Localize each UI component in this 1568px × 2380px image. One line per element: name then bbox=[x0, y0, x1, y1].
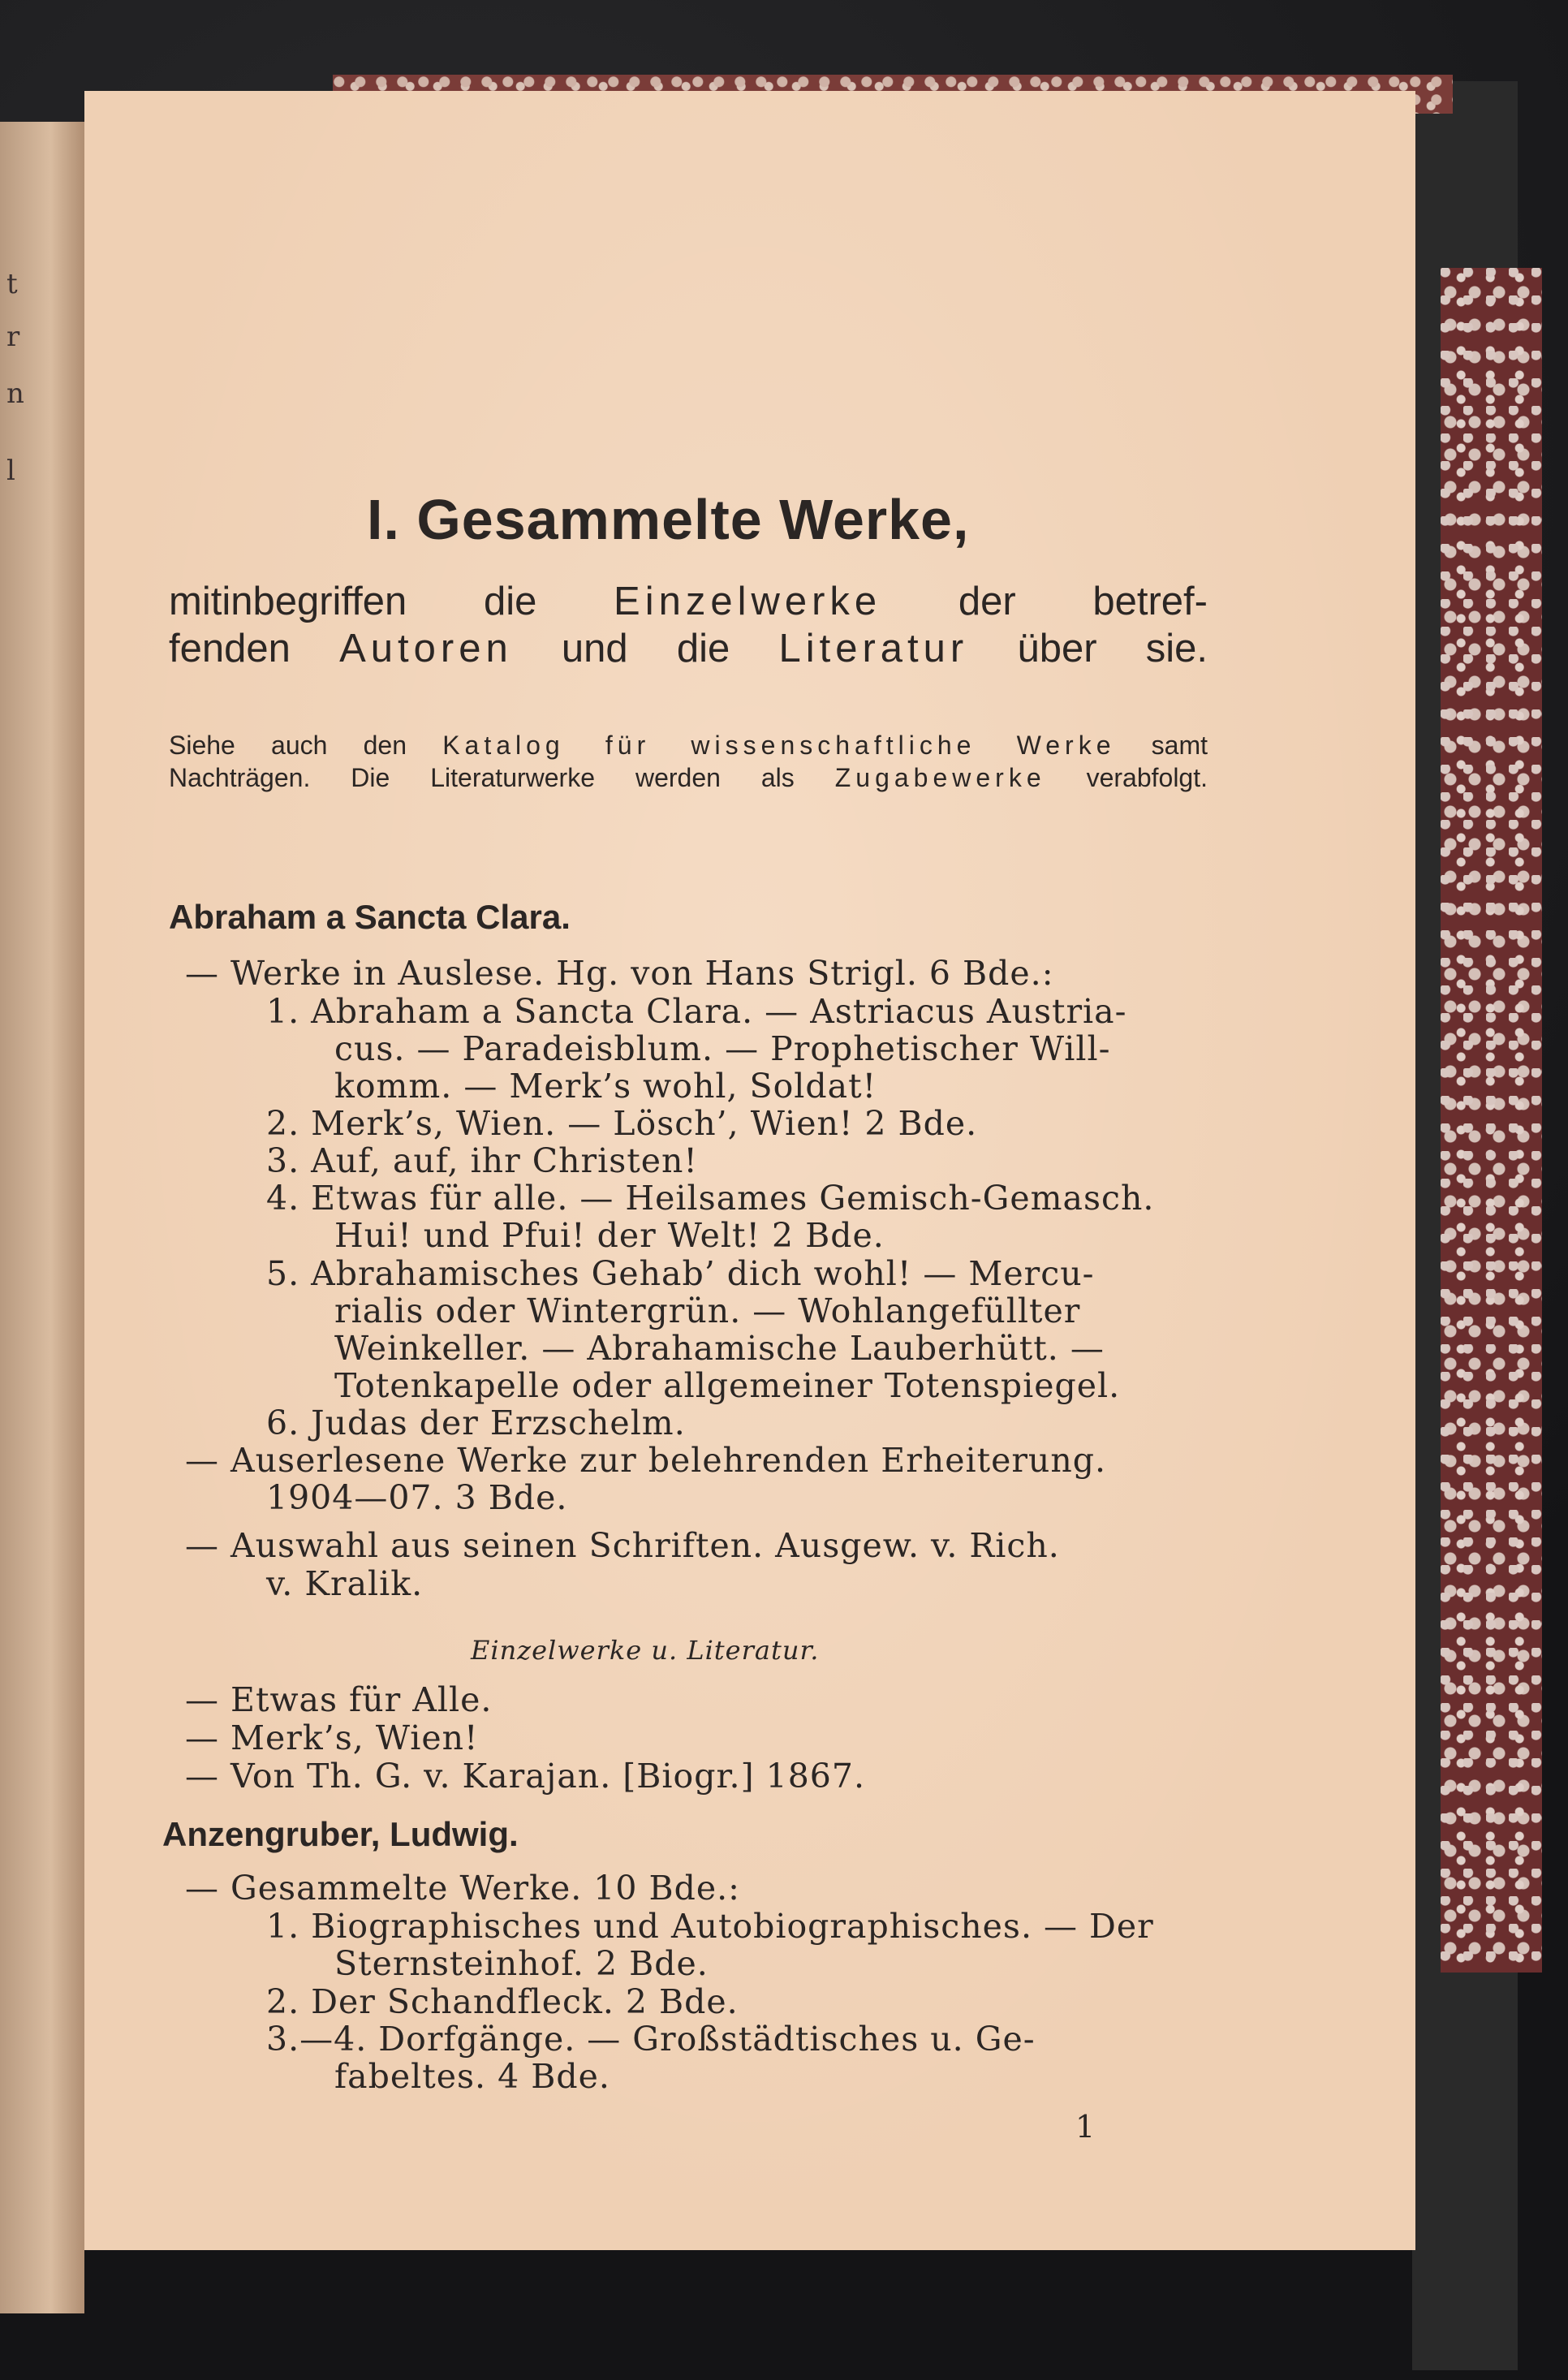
margin-glyph: l bbox=[6, 455, 15, 487]
subtitle-line-2: fenden Autoren und die Literatur über sie. bbox=[169, 627, 1208, 670]
section-heading: I. Gesammelte Werke, bbox=[367, 488, 970, 551]
left-page-edge bbox=[0, 122, 84, 2313]
subtitle-line-1: mitinbegriffen die Einzelwerke der betref- bbox=[169, 580, 1208, 623]
subheading-einzelwerke: Einzelwerke u. Literatur. bbox=[471, 1635, 820, 1666]
entry-line: 6. Judas der Erzschelm. bbox=[266, 1403, 686, 1442]
entry-line: Hui! und Pfui! der Welt! 2 Bde. bbox=[334, 1216, 885, 1255]
page-number: 1 bbox=[1075, 2109, 1096, 2145]
entry-line: 3.—4. Dorfgänge. — Großstädtisches u. Ge- bbox=[266, 2020, 1036, 2059]
entry-line: — Auswahl aus seinen Schriften. Ausgew. v. Rich. bbox=[185, 1526, 1060, 1565]
margin-glyph: t bbox=[6, 268, 18, 300]
entry-line: komm. — Merk’s wohl, Soldat! bbox=[334, 1067, 877, 1106]
literature-line: — Etwas für Alle. bbox=[185, 1680, 493, 1719]
margin-glyph: r bbox=[6, 321, 20, 353]
entry-line: 1904—07. 3 Bde. bbox=[266, 1478, 568, 1517]
entry-line: 1. Abraham a Sancta Clara. — Astriacus Austria- bbox=[266, 992, 1127, 1031]
entry-line: rialis oder Wintergrün. — Wohlangefüllter bbox=[334, 1291, 1081, 1330]
margin-glyph: n bbox=[6, 377, 24, 410]
author-anzengruber: Anzengruber, Ludwig. bbox=[162, 1815, 519, 1853]
entry-line: 4. Etwas für alle. — Heilsames Gemisch-Gemasch. bbox=[266, 1179, 1155, 1218]
marbled-edge bbox=[1441, 268, 1542, 1973]
literature-line: — Von Th. G. v. Karajan. [Biogr.] 1867. bbox=[185, 1757, 865, 1796]
entry-line: Sternsteinhof. 2 Bde. bbox=[334, 1944, 709, 1983]
entry-line: 2. Der Schandfleck. 2 Bde. bbox=[266, 1982, 739, 2021]
literature-line: — Merk’s, Wien! bbox=[185, 1718, 479, 1757]
entry-line: 3. Auf, auf, ihr Christen! bbox=[266, 1141, 698, 1180]
entry-line: cus. — Paradeisblum. — Prophetischer Will- bbox=[334, 1029, 1111, 1068]
entry-line: Weinkeller. — Abrahamische Lauberhütt. — bbox=[334, 1329, 1105, 1368]
entry-line: 1. Biographisches und Autobiographisches. — Der bbox=[266, 1907, 1154, 1946]
entry-line: 2. Merk’s, Wien. — Lösch’, Wien! 2 Bde. bbox=[266, 1104, 978, 1143]
entry-line: fabeltes. 4 Bde. bbox=[334, 2057, 610, 2096]
entry-line: — Werke in Auslese. Hg. von Hans Strigl. 6 Bde.: bbox=[185, 954, 1054, 993]
entry-line: — Gesammelte Werke. 10 Bde.: bbox=[185, 1869, 740, 1908]
entry-line: v. Kralik. bbox=[266, 1564, 424, 1603]
entry-line: Totenkapelle oder allgemeiner Totenspiegel. bbox=[334, 1366, 1121, 1405]
entry-line: — Auserlesene Werke zur belehrenden Erheiterung. bbox=[185, 1441, 1107, 1480]
note-line-2: Nachträgen. Die Literaturwerke werden als Zugabewerke verabfolgt. bbox=[169, 763, 1208, 792]
entry-line: 5. Abrahamisches Gehab’ dich wohl! — Mercu- bbox=[266, 1254, 1095, 1293]
author-abraham: Abraham a Sancta Clara. bbox=[169, 898, 571, 936]
note-line-1: Siehe auch den Katalog für wissenschaftliche Werke samt bbox=[169, 731, 1208, 760]
